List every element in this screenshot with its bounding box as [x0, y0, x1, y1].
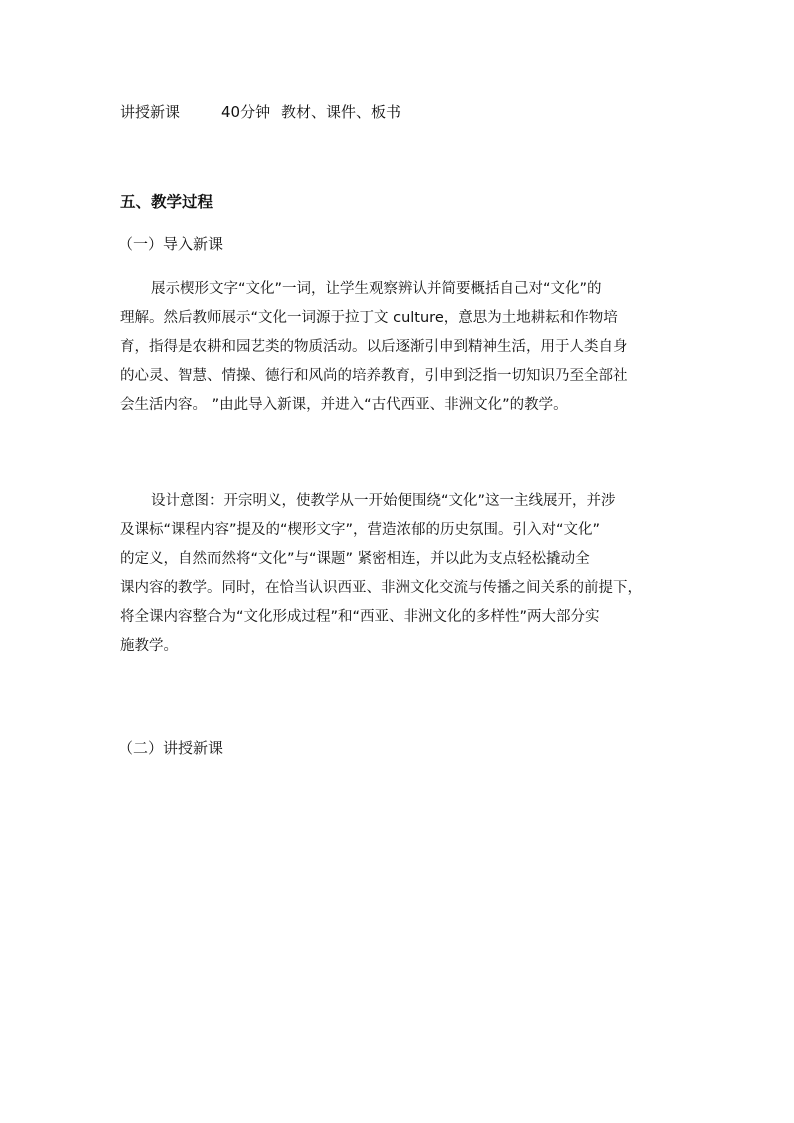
paragraph-line: 的心灵、智慧、情操、德行和风尚的培养教育，引申到泛指一切知识乃至全部社 [120, 368, 628, 384]
schedule-row [120, 100, 401, 124]
schedule-resources: 教材、课件、板书 [281, 103, 402, 121]
paragraph-line: 育，指得是农耕和园艺类的物质活动。以后逐渐引申到精神生活，用于人类自身 [120, 339, 628, 355]
paragraph-line: 理解。然后教师展示“文化一词源于拉丁文 culture，意思为土地耕耘和作物培 [120, 310, 618, 326]
paragraph-line: 展示楔形文字“文化”一词，让学生观察辨认并简要概括自己对“文化”的 [151, 281, 602, 297]
schedule-part: 讲授新课 [120, 103, 181, 121]
schedule-time: 40分钟 [221, 103, 271, 121]
section-heading: 五、教学过程 [120, 193, 214, 211]
subsection-heading-intro: （一）导入新课 [118, 235, 224, 253]
design-note-paragraph [120, 487, 676, 661]
intro-paragraph [120, 275, 676, 420]
paragraph-line: 及课标“课程内容”提及的“楔形文字”，营造浓郁的历史氛围。引入对“文化” [120, 522, 601, 538]
paragraph-line: 的定义，自然而然将“文化”与“课题” 紧密相连，并以此为支点轻松撬动全 [120, 551, 590, 567]
paragraph-line: 设计意图：开宗明义，使教学从一开始便围绕“文化”这一主线展开，并涉 [151, 493, 616, 509]
paragraph-line: 施教学。 [120, 638, 178, 654]
paragraph-line: 会生活内容。 ”由此导入新课，并进入“古代西亚、非洲文化”的教学。 [120, 397, 568, 413]
subsection-heading-lecture: （二）讲授新课 [118, 739, 224, 757]
paragraph-line: 将全课内容整合为“文化形成过程”和“西亚、非洲文化的多样性”两大部分实 [120, 609, 600, 625]
paragraph-line: 课内容的教学。同时，在恰当认识西亚、非洲文化交流与传播之间关系的前提下， [120, 580, 642, 596]
